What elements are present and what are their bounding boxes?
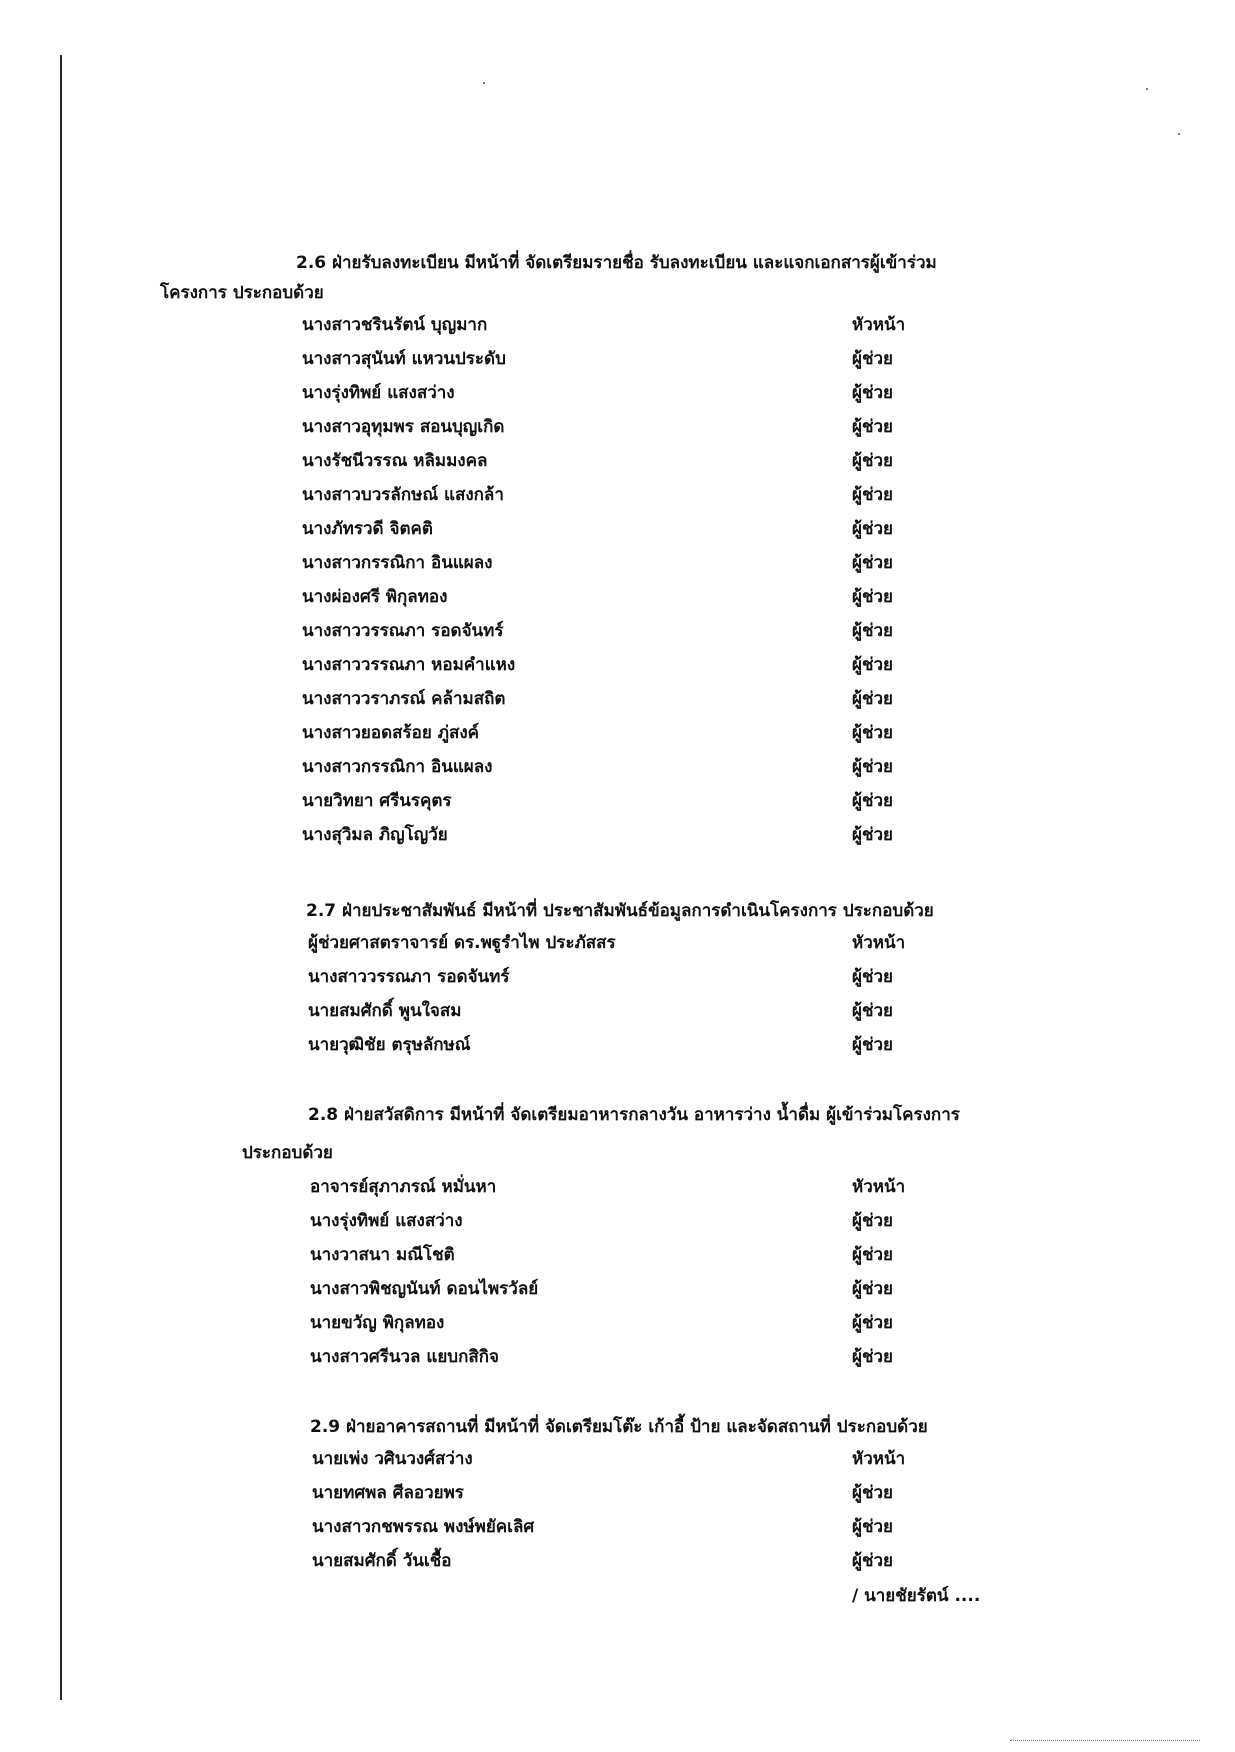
member-row — [0, 480, 1235, 514]
member-row — [0, 1546, 1235, 1580]
member-row — [0, 1172, 1235, 1206]
member-row — [0, 1274, 1235, 1308]
member-name: นายขวัญ พิกุลทอง — [310, 1313, 445, 1333]
member-name: นายเพ่ง วศินวงศ์สว่าง — [312, 1449, 473, 1469]
section-registration — [0, 248, 1235, 854]
member-role: หัวหน้า — [852, 315, 906, 335]
member-role: ผู้ช่วย — [852, 1001, 894, 1021]
member-name: นางสาวพิชญนันท์ ดอนไพรวัลย์ — [310, 1279, 539, 1299]
member-row — [0, 1030, 1235, 1064]
member-row — [0, 616, 1235, 650]
member-role: ผู้ช่วย — [852, 1211, 894, 1231]
member-name: นางรัชนีวรรณ หลิมมงคล — [302, 451, 488, 471]
member-row — [0, 1240, 1235, 1274]
scan-speck — [483, 82, 485, 84]
member-name: นายวิทยา ศรีนรคุตร — [302, 791, 452, 811]
scan-speck — [1146, 88, 1148, 90]
member-name: นางสาววรรณภา รอดจันทร์ — [302, 621, 504, 641]
member-name: นางภัทรวดี จิตคติ — [302, 519, 433, 539]
member-name: นายทศพล ศีลอวยพร — [312, 1483, 464, 1503]
member-row — [0, 1206, 1235, 1240]
member-row — [0, 684, 1235, 718]
member-name: นางสาวกชพรรณ พงษ์พยัคเลิศ — [312, 1517, 535, 1537]
section-heading: 2.8 ฝ่ายสวัสดิการ มีหน้าที่ จัดเตรียมอาหารกลางวัน อาหารว่าง น้ำดื่ม ผู้เข้าร่วมโครงการ — [308, 1105, 960, 1125]
member-role: ผู้ช่วย — [852, 1517, 894, 1537]
member-name: นายวุฒิชัย ตรุษลักษณ์ — [308, 1035, 471, 1055]
member-name: นางผ่องศรี พิกุลทอง — [302, 587, 448, 607]
member-role: ผู้ช่วย — [852, 757, 894, 777]
section-building-venue — [0, 1412, 1235, 1580]
member-role: ผู้ช่วย — [852, 553, 894, 573]
member-name: นางสาวสุนันท์ แหวนประดับ — [302, 349, 506, 369]
member-row — [0, 412, 1235, 446]
member-row — [0, 962, 1235, 996]
member-role: ผู้ช่วย — [852, 689, 894, 709]
member-name: นางสาวอุทุมพร สอนบุญเกิด — [302, 417, 505, 437]
member-role: ผู้ช่วย — [852, 621, 894, 641]
member-row — [0, 928, 1235, 962]
member-name: นางวาสนา มณีโชติ — [310, 1245, 455, 1265]
member-name: นายสมศักดิ์ วันเชื้อ — [312, 1551, 452, 1571]
member-name: นางสาววรรณภา รอดจันทร์ — [308, 967, 510, 987]
member-row — [0, 344, 1235, 378]
member-role: ผู้ช่วย — [852, 519, 894, 539]
member-role: ผู้ช่วย — [852, 655, 894, 675]
member-name: นางสาวบวรลักษณ์ แสงกล้า — [302, 485, 504, 505]
member-role: ผู้ช่วย — [852, 791, 894, 811]
member-name: นางสุวิมล ภิญโญวัย — [302, 825, 448, 845]
member-row — [0, 1478, 1235, 1512]
member-list — [0, 928, 1235, 1064]
member-row — [0, 820, 1235, 854]
member-row — [0, 514, 1235, 548]
member-name: นางรุ่งทิพย์ แสงสว่าง — [302, 383, 455, 403]
member-row — [0, 446, 1235, 480]
member-row — [0, 1512, 1235, 1546]
section-heading-continuation: ประกอบด้วย — [242, 1143, 333, 1163]
member-row — [0, 582, 1235, 616]
member-role: ผู้ช่วย — [852, 1035, 894, 1055]
member-name: นางสาวชรินรัตน์ บุญมาก — [302, 315, 488, 335]
member-role: ผู้ช่วย — [852, 723, 894, 743]
member-name: นางสาววราภรณ์ คล้ามสถิต — [302, 689, 506, 709]
member-row — [0, 786, 1235, 820]
member-role: ผู้ช่วย — [852, 1313, 894, 1333]
section-heading: 2.9 ฝ่ายอาคารสถานที่ มีหน้าที่ จัดเตรียมโต๊ะ เก้าอี้ ป้าย และจัดสถานที่ ประกอบด้วย — [310, 1417, 928, 1437]
member-row — [0, 1308, 1235, 1342]
bottom-dotted-line — [1010, 1740, 1200, 1742]
member-role: ผู้ช่วย — [852, 1551, 894, 1571]
member-row — [0, 548, 1235, 582]
member-row — [0, 650, 1235, 684]
member-name: นางสาวกรรณิกา อินแผลง — [302, 553, 493, 573]
member-name: นายสมศักดิ์ พูนใจสม — [308, 1001, 462, 1021]
member-role: หัวหน้า — [852, 933, 906, 953]
member-name: นางรุ่งทิพย์ แสงสว่าง — [310, 1211, 463, 1231]
member-role: ผู้ช่วย — [852, 1245, 894, 1265]
section-heading: 2.6 ฝ่ายรับลงทะเบียน มีหน้าที่ จัดเตรียมรายชื่อ รับลงทะเบียน และแจกเอกสารผู้เข้าร่วม — [296, 253, 937, 273]
member-row — [0, 378, 1235, 412]
member-row — [0, 310, 1235, 344]
member-name: ผู้ช่วยศาสตราจารย์ ดร.พฐูรำไพ ประภัสสร — [308, 933, 616, 953]
member-role: ผู้ช่วย — [852, 825, 894, 845]
member-role: ผู้ช่วย — [852, 1347, 894, 1367]
section-heading: 2.7 ฝ่ายประชาสัมพันธ์ มีหน้าที่ ประชาสัมพันธ์ข้อมูลการดำเนินโครงการ ประกอบด้วย — [306, 901, 934, 921]
member-list — [0, 1444, 1235, 1580]
member-row — [0, 752, 1235, 786]
member-role: ผู้ช่วย — [852, 967, 894, 987]
member-row — [0, 718, 1235, 752]
member-role: หัวหน้า — [852, 1177, 906, 1197]
member-name: นางสาวยอดสร้อย ภู่สงค์ — [302, 723, 479, 743]
member-role: ผู้ช่วย — [852, 485, 894, 505]
member-row — [0, 1444, 1235, 1478]
member-row — [0, 1342, 1235, 1376]
member-role: ผู้ช่วย — [852, 451, 894, 471]
member-role: ผู้ช่วย — [852, 1279, 894, 1299]
member-role: ผู้ช่วย — [852, 349, 894, 369]
member-name: นางสาวศรีนวล แยบกสิกิจ — [310, 1347, 499, 1367]
member-name: นางสาวกรรณิกา อินแผลง — [302, 757, 493, 777]
member-role: ผู้ช่วย — [852, 587, 894, 607]
member-row — [0, 996, 1235, 1030]
section-welfare — [0, 1100, 1235, 1376]
member-role: ผู้ช่วย — [852, 383, 894, 403]
scan-speck — [1178, 133, 1180, 135]
member-role: หัวหน้า — [852, 1449, 906, 1469]
section-public-relations — [0, 896, 1235, 1064]
member-name: นางสาววรรณภา หอมคำแหง — [302, 655, 516, 675]
continuation-note: / นายชัยรัตน์ .... — [852, 1586, 981, 1606]
member-name: อาจารย์สุภาภรณ์ หมั่นหา — [310, 1177, 497, 1197]
section-heading-continuation: โครงการ ประกอบด้วย — [160, 283, 324, 303]
member-list — [0, 1172, 1235, 1376]
member-role: ผู้ช่วย — [852, 417, 894, 437]
member-role: ผู้ช่วย — [852, 1483, 894, 1503]
member-list — [0, 310, 1235, 854]
